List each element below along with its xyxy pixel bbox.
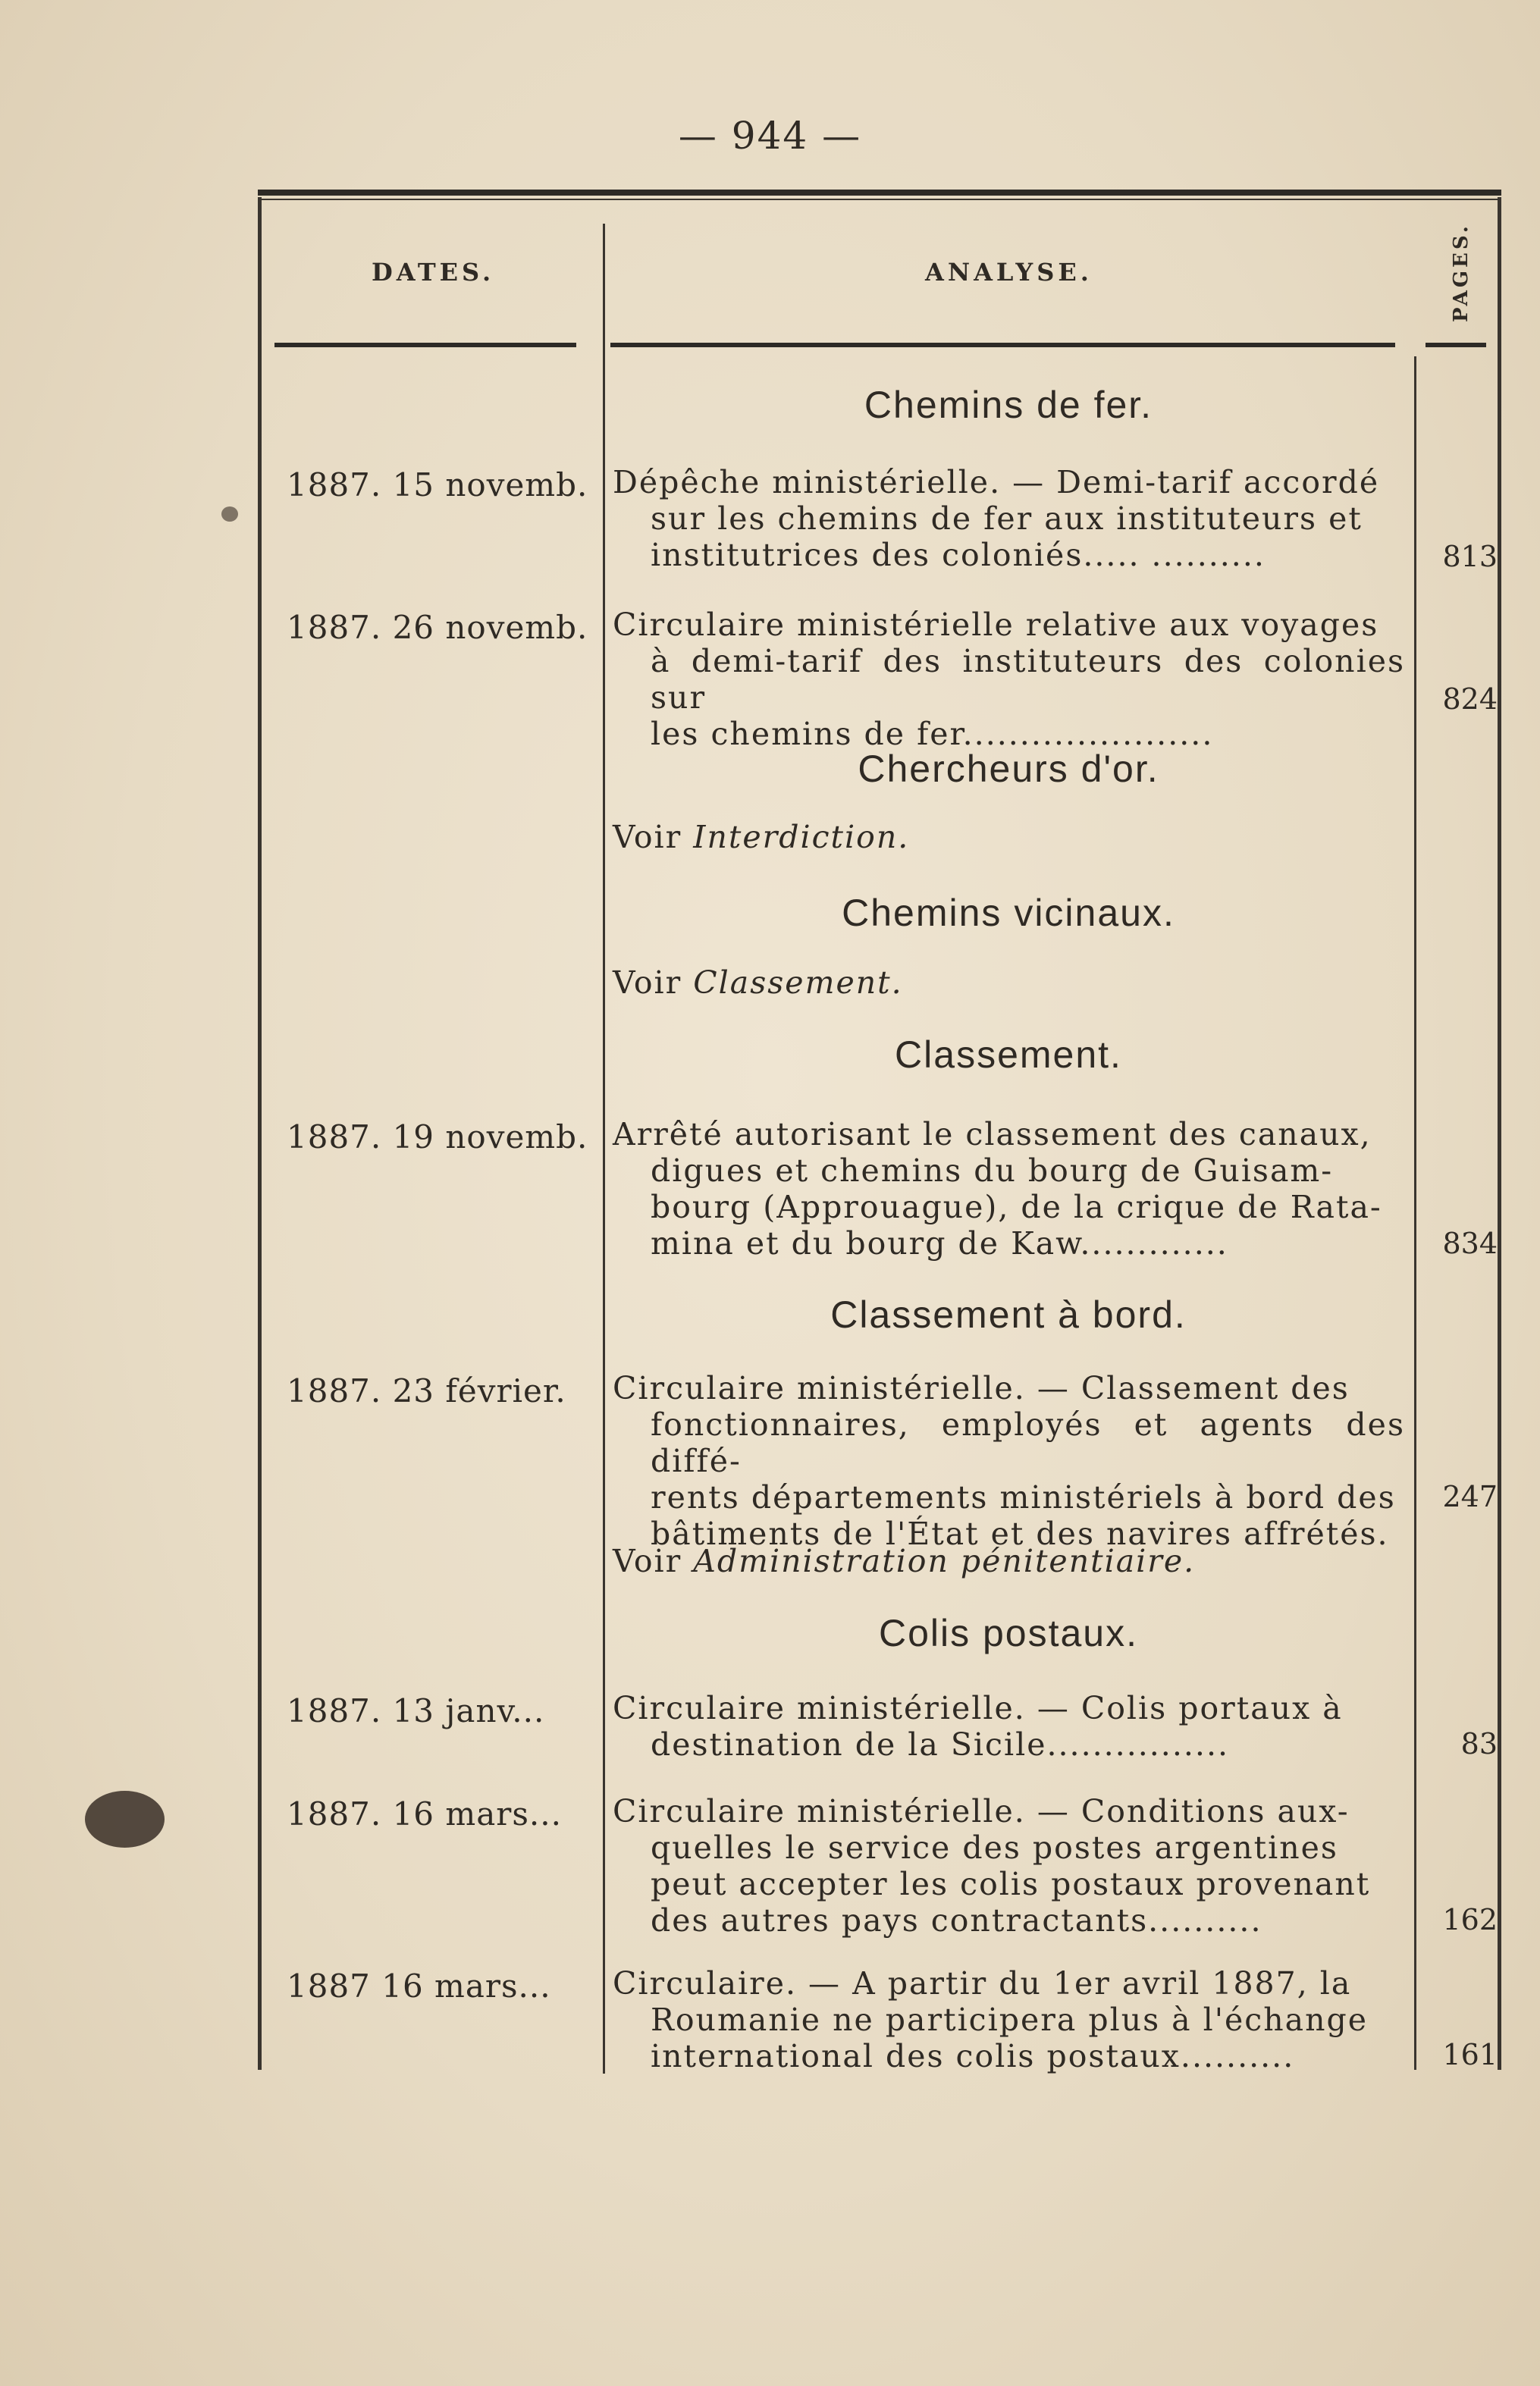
entry-date: 1887. 16 mars... — [287, 1795, 562, 1833]
entry-line: rents départements ministériels à bord des — [651, 1479, 1396, 1516]
entry-line: à demi-tarif des instituteurs des colonies sur — [651, 643, 1405, 716]
entry-page: 813 — [1442, 540, 1498, 573]
page-number: — 944 — — [678, 114, 862, 158]
entry-analyse — [613, 1370, 1405, 1552]
left-border — [258, 197, 262, 2070]
section-title: Classement à bord. — [830, 1293, 1187, 1336]
entry-line: des autres pays contractants.......... — [651, 1902, 1262, 1939]
entry-line: Circulaire ministérielle. — Colis portaux à — [613, 1690, 1343, 1726]
entry-analyse — [613, 1690, 1405, 1763]
entry-line: digues et chemins du bourg de Guisam- — [651, 1152, 1334, 1189]
entry-date: 1887 16 mars... — [287, 1967, 551, 2005]
section-title: Chercheurs d'or. — [858, 748, 1159, 790]
entry-date: 1887. 23 février. — [287, 1372, 566, 1409]
entry-line: bâtiments de l'État et des navires affrétés. — [651, 1516, 1389, 1552]
header-analyse: ANALYSE. — [925, 258, 1093, 287]
section-title: Chemins de fer. — [864, 384, 1153, 426]
entry-line: peut accepter les colis postaux provenant — [651, 1866, 1371, 1902]
entry-analyse — [613, 464, 1405, 573]
header-rule-pages — [1426, 343, 1486, 347]
entry-line: les chemins de fer...................... — [651, 716, 1214, 752]
entry-date: 1887. 13 janv... — [287, 1692, 545, 1729]
see-also-target: Interdiction. — [693, 819, 910, 855]
entry-line: Roumanie ne participera plus à l'échange — [651, 2002, 1369, 2038]
see-also-label: Voir — [613, 1543, 682, 1579]
header-dates: DATES. — [372, 258, 495, 287]
entry-line: Dépêche ministérielle. — Demi-tarif accordé — [613, 464, 1380, 500]
entry-page: 824 — [1442, 682, 1498, 716]
top-rule-thin — [258, 199, 1501, 200]
see-also — [613, 964, 1405, 1001]
entry-line: quelles le service des postes argentines — [651, 1829, 1338, 1866]
entry-line: international des colis postaux.......... — [651, 2038, 1295, 2074]
entry-line: institutrices des coloniés..... .......... — [651, 537, 1266, 573]
entry-line: Circulaire. — A partir du 1er avril 1887, la — [613, 1965, 1352, 2002]
see-also — [613, 819, 1405, 855]
see-also-label: Voir — [613, 819, 682, 855]
see-also-target: Classement. — [693, 964, 903, 1001]
entry-line: sur les chemins de fer aux instituteurs et — [651, 500, 1363, 537]
entry-line: fonctionnaires, employés et agents des diffé- — [651, 1406, 1405, 1479]
entry-page: 834 — [1442, 1227, 1498, 1260]
section-title: Colis postaux. — [878, 1612, 1139, 1654]
entry-page: 247 — [1442, 1480, 1498, 1513]
entry-analyse — [613, 607, 1405, 752]
header-pages: PAGES. — [1450, 223, 1473, 322]
entry-line: Circulaire ministérielle. — Classement des — [613, 1370, 1350, 1406]
see-also — [613, 1543, 1405, 1579]
right-border — [1498, 197, 1501, 2070]
header-rule-dates — [274, 343, 576, 347]
entry-analyse — [613, 1116, 1405, 1262]
entry-analyse — [613, 1793, 1405, 1939]
section-title: Chemins vicinaux. — [842, 892, 1175, 934]
entry-page: 161 — [1442, 2038, 1498, 2071]
entry-date: 1887. 26 novemb. — [287, 609, 588, 646]
entry-page: 162 — [1442, 1903, 1498, 1936]
entry-line: bourg (Approuague), de la crique de Rata- — [651, 1189, 1382, 1225]
section-title: Classement. — [895, 1033, 1122, 1076]
entry-page: 83 — [1460, 1727, 1498, 1760]
entry-line: Arrêté autorisant le classement des canaux, — [613, 1116, 1372, 1152]
dates-column-divider — [603, 224, 605, 2074]
entry-line: Circulaire ministérielle. — Conditions aux- — [613, 1793, 1350, 1829]
ink-smudge — [85, 1791, 165, 1848]
entry-line: mina et du bourg de Kaw............. — [651, 1225, 1228, 1262]
top-rule — [258, 190, 1501, 196]
header-rule-analyse — [610, 343, 1395, 347]
pages-column-divider — [1414, 356, 1416, 2070]
see-also-label: Voir — [613, 964, 682, 1001]
see-also-target: Administration pénitentiaire. — [693, 1543, 1196, 1579]
ink-spot — [221, 506, 238, 522]
entry-date: 1887. 19 novemb. — [287, 1118, 588, 1155]
entry-line: Circulaire ministérielle relative aux voyages — [613, 607, 1379, 643]
entry-analyse — [613, 1965, 1405, 2074]
entry-line: destination de la Sicile................ — [651, 1726, 1230, 1763]
entry-date: 1887. 15 novemb. — [287, 466, 588, 503]
